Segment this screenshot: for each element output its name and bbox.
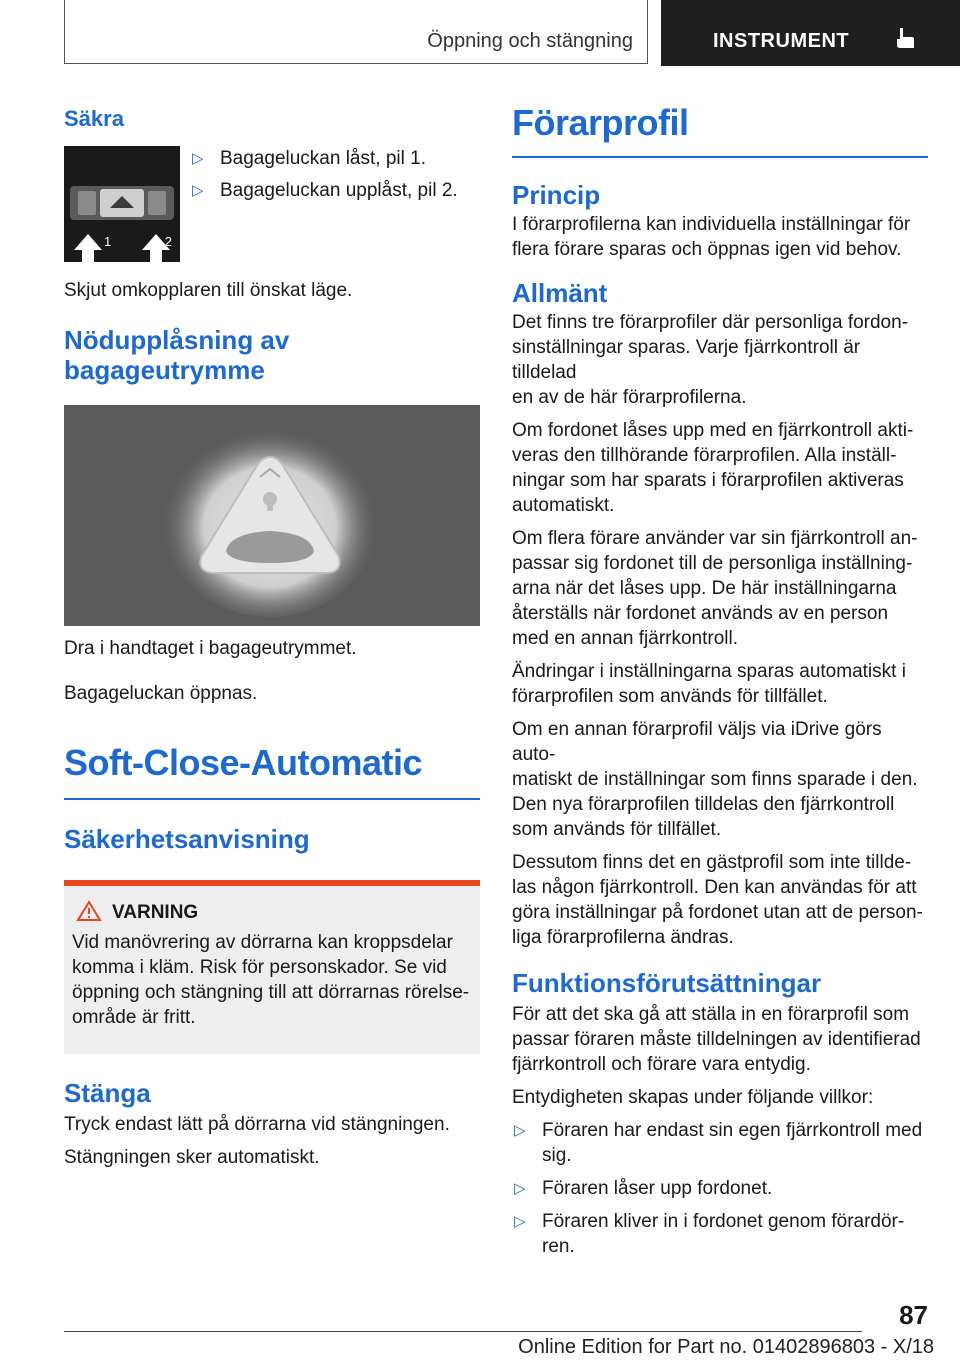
list-item: ▷ Föraren kliver in i fordonet genom förardör- ren. — [514, 1211, 905, 1257]
heading-funktionsforutsattningar: Funktionsförutsättningar — [512, 968, 822, 998]
list-item: ▷ Föraren har endast sin egen fjärrkontroll med sig. — [514, 1120, 923, 1166]
allmant-paragraph: Om flera förare använder var sin fjärrkontroll an- passar sig fordonet till de personliga inställning- arna när det låses upp. De här inställningarna återställs när fordonet används av en person med en annan fjärrkontroll. — [512, 528, 918, 649]
nod-text-2: Bagageluckan öppnas. — [64, 683, 258, 704]
warning-line: område är fritt. — [72, 1007, 196, 1028]
heading-forarprofil: Förarprofil — [512, 102, 689, 143]
allmant-paragraph: Ändringar i inställningarna sparas automatiskt i förarprofilen som används för tillfället. — [512, 661, 906, 707]
princip-line: flera förare sparas och öppnas igen vid behov. — [512, 239, 902, 260]
arrow-label-1: 1 — [104, 234, 112, 249]
allmant-paragraph: Det finns tre förarprofiler där personliga fordon- sinställningar sparas. Varje fjärrkontroll är tilldelad en av de här förarprofilerna. — [512, 312, 909, 408]
allmant-paragraph: Om fordonet låses upp med en fjärrkontroll akti- veras den tillhörande förarprofilen. Alla inställ- ningar som har sparats i förarprofilen aktiveras automatiskt. — [512, 420, 914, 516]
triangle-bullet-icon: ▷ — [514, 1213, 526, 1230]
list-item: ▷ Bagageluckan låst, pil 1. — [192, 148, 426, 169]
right-column — [512, 96, 928, 1259]
list-item: ▷ Föraren låser upp fordonet. — [514, 1178, 773, 1199]
pointing-hand-icon — [893, 26, 915, 50]
warning-line: öppning och stängning till att dörrarnas rörelse- — [72, 982, 470, 1003]
section-title: Öppning och stängning — [64, 0, 648, 64]
heading-rule — [512, 156, 928, 158]
heading-allmant: Allmänt — [512, 278, 608, 308]
arrow-label-2: 2 — [164, 234, 172, 249]
sakra-block — [64, 146, 480, 274]
allmant-paragraph: Om en annan förarprofil väljs via iDrive görs auto- matiskt de inställningar som finns sparade i den. Den nya förarprofilen tilldelas den fjärrkontroll som används för tillfället. — [512, 719, 918, 840]
warning-heading: VARNING — [112, 902, 470, 924]
heading-sakerhetsanvisning: Säkerhetsanvisning — [64, 824, 310, 854]
edition-text: Online Edition for Part no. 01402896803 - X/18 — [518, 1336, 934, 1358]
sakra-text: Skjut omkopplaren till önskat läge. — [64, 280, 353, 301]
stanga-text-2: Stängningen sker automatiskt. — [64, 1147, 320, 1168]
warning-box — [64, 880, 480, 1054]
heading-stanga: Stänga — [64, 1078, 151, 1108]
footer-rule — [64, 1331, 862, 1332]
trunk-lock-switch-image — [64, 146, 180, 262]
emergency-release-handle-image — [64, 405, 480, 626]
princip-line: I förarprofilerna kan individuella inställningar för — [512, 214, 911, 235]
heading-sakra: Säkra — [64, 106, 124, 131]
chapter-title: INSTRUMENT — [713, 30, 850, 52]
nod-text-1: Dra i handtaget i bagageutrymmet. — [64, 638, 357, 659]
heading-princip: Princip — [512, 180, 601, 210]
page-header — [64, 0, 960, 66]
sakra-list — [190, 146, 480, 203]
heading-soft-close: Soft-Close-Automatic — [64, 742, 422, 783]
triangle-bullet-icon: ▷ — [514, 1180, 526, 1197]
heading-nodupplasning: Nödupplåsning av bagageutrymme — [64, 325, 290, 385]
page-number: 87 — [899, 1300, 928, 1330]
heading-rule — [64, 798, 480, 800]
warning-triangle-icon — [76, 900, 102, 922]
allmant-paragraph: Dessutom finns det en gästprofil som inte tillde- las någon fjärrkontroll. Den kan användas för att göra inställningar på fordonet utan att de person- liga förarprofilerna ändras. — [512, 852, 923, 948]
villkor-intro: Entydigheten skapas under följande villkor: — [512, 1087, 874, 1108]
triangle-bullet-icon: ▷ — [192, 150, 204, 167]
triangle-bullet-icon: ▷ — [514, 1122, 526, 1139]
list-item: ▷ Bagageluckan upplåst, pil 2. — [192, 180, 458, 201]
warning-line: komma i kläm. Risk för personskador. Se vid — [72, 957, 447, 978]
funktion-paragraph: För att det ska gå att ställa in en förarprofil som passar föraren måste tilldelningen av identifierad fjärrkontroll och förare vara entydig. — [512, 1004, 921, 1075]
triangle-bullet-icon: ▷ — [192, 182, 204, 199]
left-column — [64, 96, 480, 1170]
warning-line: Vid manövrering av dörrarna kan kroppsdelar — [72, 932, 453, 953]
stanga-text-1: Tryck endast lätt på dörrarna vid stängningen. — [64, 1114, 450, 1135]
chapter-tab — [661, 0, 960, 66]
villkor-list — [512, 1118, 928, 1259]
